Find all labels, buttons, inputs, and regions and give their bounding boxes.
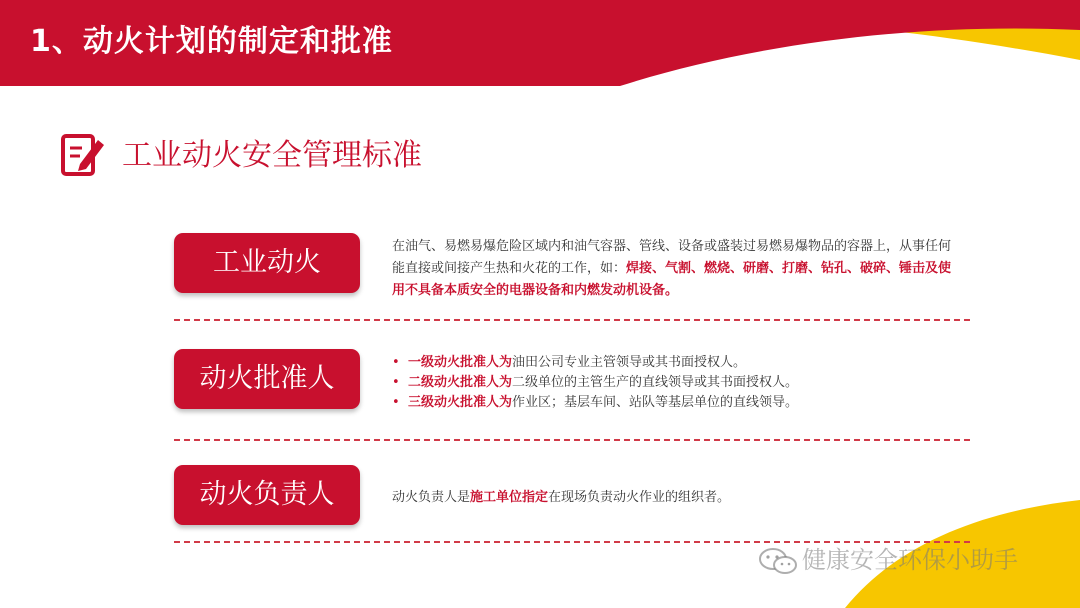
description-text: 在现场负责动火作业的组织者。 [548,490,731,505]
label-industrial-hot-work: 工业动火 [174,233,360,293]
wechat-icon [758,546,798,576]
list-item-bold: 二级动火批准人为 [408,375,513,390]
watermark-text: 健康安全环保小助手 [802,546,1018,574]
bullet-icon: • [392,355,400,370]
list-item-bold: 一级动火批准人为 [408,355,513,370]
list-item-bold: 三级动火批准人为 [408,395,513,410]
section-title: 工业动火安全管理标准 [122,138,422,173]
description-highlight: 焊接、气割、燃烧、研磨、打磨、钻孔、破碎、锤击及使用不具备本质安全的电器设备和内燃发动机设备。 [392,261,952,298]
bullet-icon: • [392,395,400,410]
description-text: 在油气、易燃易爆危险区域内和油气容器、管线、设备或盛装过易燃易爆物品的容器上，从事任何能直接或间接产生热和火花的工作，如： [392,239,952,276]
list-item [392,373,972,393]
list-item-text: 作业区；基层车间、站队等基层单位的直线领导。 [512,395,799,410]
divider [174,439,970,441]
watermark [758,542,1018,578]
label-hot-work-approver: 动火批准人 [174,349,360,409]
label-hot-work-supervisor: 动火负责人 [174,465,360,525]
description-text: 动火负责人是 [392,490,471,505]
industrial-hot-work-description [392,236,958,302]
list-item [392,353,972,373]
slide-title: 1、动火计划的制定和批准 [30,24,393,59]
list-item-text: 二级单位的主管生产的直线领导或其书面授权人。 [512,375,799,390]
bullet-icon: • [392,375,400,390]
supervisor-description [392,487,958,509]
list-item-text: 油田公司专业主管领导或其书面授权人。 [512,355,747,370]
list-item [392,393,972,413]
edit-note-icon [60,130,106,178]
divider [174,319,970,321]
approver-list [392,353,972,413]
description-highlight: 施工单位指定 [470,490,549,505]
